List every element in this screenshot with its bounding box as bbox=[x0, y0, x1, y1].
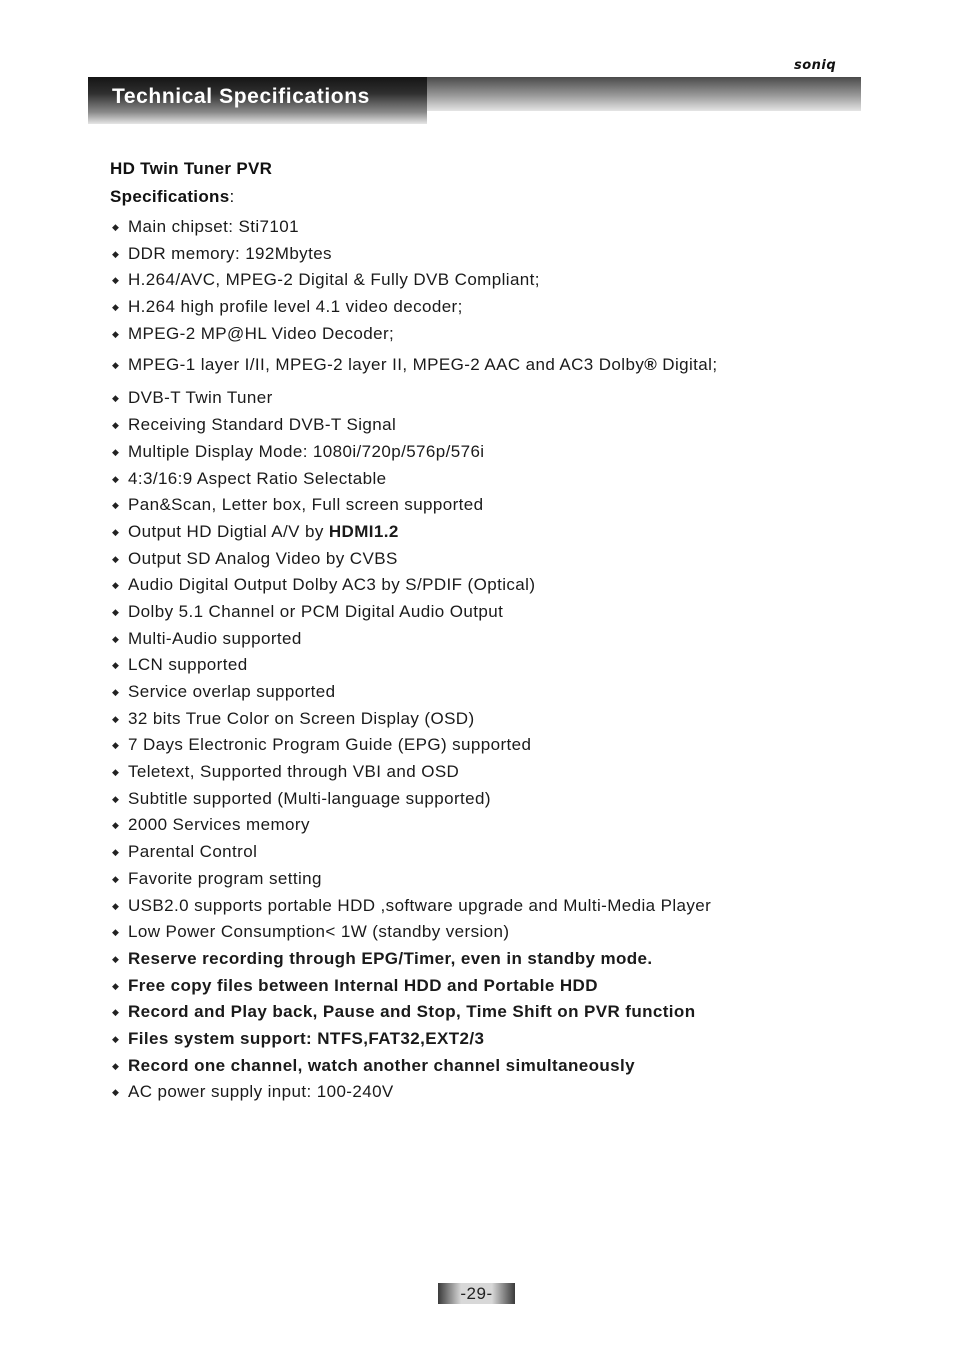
bullet-icon: ◆ bbox=[112, 660, 120, 671]
spec-item-text bbox=[128, 214, 299, 241]
spec-item-label: MPEG-1 layer I/II, MPEG-2 layer II, MPEG-2 AAC and AC3 Dolby bbox=[128, 355, 645, 375]
spec-item-text bbox=[128, 679, 336, 706]
bullet-icon: ◆ bbox=[112, 713, 120, 724]
spec-item-text bbox=[128, 626, 302, 653]
spec-item-text bbox=[128, 321, 394, 348]
spec-item-text bbox=[128, 267, 540, 294]
spec-item-text bbox=[128, 492, 484, 519]
spec-item-label: Low Power Consumption< 1W (standby version) bbox=[128, 922, 510, 942]
bullet-icon: ◆ bbox=[112, 1087, 120, 1098]
spec-item-text bbox=[128, 599, 503, 626]
spec-item-label: Receiving Standard DVB-T Signal bbox=[128, 415, 397, 435]
spec-item-text bbox=[128, 812, 310, 839]
bullet-icon: ◆ bbox=[112, 847, 120, 858]
specifications-heading bbox=[110, 187, 235, 207]
bullet-icon: ◆ bbox=[112, 328, 120, 339]
spec-item-text bbox=[128, 572, 535, 599]
page-number: -29- bbox=[460, 1284, 493, 1303]
spec-item-label: Pan&Scan, Letter box, Full screen supported bbox=[128, 495, 484, 515]
spec-item-text bbox=[128, 347, 717, 383]
spec-item-text bbox=[128, 866, 322, 893]
spec-item-label: 7 Days Electronic Program Guide (EPG) supported bbox=[128, 735, 532, 755]
spec-item-label: DDR memory: 192Mbytes bbox=[128, 243, 332, 263]
spec-item-text bbox=[128, 706, 475, 733]
spec-item-label: Record and Play back, Pause and Stop, Time Shift on PVR function bbox=[128, 1002, 696, 1022]
spec-item-text bbox=[128, 1079, 394, 1106]
spec-item-text bbox=[128, 919, 509, 946]
spec-item-label: Audio Digital Output Dolby AC3 by S/PDIF (Optical) bbox=[128, 575, 536, 595]
spec-item-text bbox=[128, 759, 459, 786]
bullet-icon: ◆ bbox=[112, 687, 120, 697]
spec-item-text bbox=[128, 439, 484, 466]
spec-item-label: Subtitle supported (Multi-language supported) bbox=[128, 788, 491, 808]
spec-item-text bbox=[128, 652, 248, 679]
spec-item-label: LCN supported bbox=[128, 655, 248, 675]
spec-item-label: Reserve recording through EPG/Timer, even in standby mode. bbox=[128, 948, 653, 968]
spec-item-highlight: HDMI1.2 bbox=[328, 521, 399, 541]
product-name: HD Twin Tuner PVR bbox=[110, 159, 273, 178]
bullet-icon: ◆ bbox=[112, 820, 120, 831]
spec-item-text bbox=[128, 786, 491, 813]
spec-item-label: DVB-T Twin Tuner bbox=[128, 388, 273, 408]
bullet-icon: ◆ bbox=[112, 446, 120, 457]
bullet-icon: ◆ bbox=[112, 1033, 120, 1044]
bullet-icon: ◆ bbox=[112, 927, 120, 938]
bullet-icon: ◆ bbox=[112, 222, 120, 232]
spec-item-label: 4:3/16:9 Aspect Ratio Selectable bbox=[128, 468, 387, 488]
registered-mark: ® bbox=[644, 355, 658, 375]
spec-item-label: AC power supply input: 100-240V bbox=[128, 1082, 394, 1102]
spec-item-label: Free copy files between Internal HDD and Portable HDD bbox=[128, 975, 598, 995]
bullet-icon: ◆ bbox=[112, 1060, 120, 1071]
bullet-icon: ◆ bbox=[112, 767, 120, 778]
bullet-icon: ◆ bbox=[112, 580, 120, 591]
bullet-icon: ◆ bbox=[112, 873, 120, 884]
bullet-icon: ◆ bbox=[112, 526, 120, 537]
spec-item-text bbox=[128, 241, 332, 268]
spec-item-text bbox=[128, 546, 398, 573]
spec-item-label: Parental Control bbox=[128, 842, 258, 862]
bullet-icon: ◆ bbox=[112, 606, 120, 617]
spec-item-text bbox=[128, 466, 387, 493]
bullet-icon: ◆ bbox=[112, 900, 120, 911]
bullet-icon: ◆ bbox=[112, 275, 120, 286]
bullet-icon: ◆ bbox=[112, 500, 120, 511]
bullet-icon: ◆ bbox=[112, 393, 120, 404]
spec-item-text bbox=[128, 1026, 484, 1053]
spec-item-label: 32 bits True Color on Screen Display (OSD) bbox=[128, 708, 475, 728]
bullet-icon: ◆ bbox=[112, 360, 120, 371]
specifications-colon: : bbox=[229, 187, 235, 206]
spec-item-label: Multiple Display Mode: 1080i/720p/576p/576i bbox=[128, 441, 485, 461]
bullet-icon: ◆ bbox=[112, 953, 120, 964]
spec-item-label: MPEG-2 MP@HL Video Decoder; bbox=[128, 323, 395, 343]
bullet-icon: ◆ bbox=[112, 302, 120, 313]
spec-item-text bbox=[128, 973, 598, 1000]
spec-item-label: Main chipset: Sti7101 bbox=[128, 217, 299, 236]
spec-item-label: Favorite program setting bbox=[128, 868, 322, 888]
brand-logo: soniq bbox=[794, 58, 837, 73]
bullet-icon: ◆ bbox=[112, 633, 120, 644]
spec-item-label: Service overlap supported bbox=[128, 682, 336, 701]
bullet-icon: ◆ bbox=[112, 553, 120, 564]
specifications-label: Specifications bbox=[110, 187, 230, 206]
spec-item-text bbox=[128, 839, 257, 866]
spec-item-suffix: Digital; bbox=[657, 355, 718, 375]
spec-item-label: 2000 Services memory bbox=[128, 815, 310, 835]
spec-item-label: H.264 high profile level 4.1 video decoder; bbox=[128, 297, 463, 317]
page-title: Technical Specifications bbox=[112, 85, 370, 108]
spec-item-text bbox=[128, 999, 696, 1026]
spec-item-text bbox=[128, 1053, 635, 1080]
bullet-icon: ◆ bbox=[112, 980, 120, 991]
spec-item-label: Dolby 5.1 Channel or PCM Digital Audio Output bbox=[128, 601, 504, 621]
spec-item-text bbox=[128, 385, 273, 412]
spec-item-text bbox=[128, 732, 531, 759]
spec-item-label: Teletext, Supported through VBI and OSD bbox=[128, 762, 460, 782]
spec-item-text bbox=[128, 294, 463, 321]
bullet-icon: ◆ bbox=[112, 473, 120, 484]
spec-item-label: Output SD Analog Video by CVBS bbox=[128, 548, 398, 568]
spec-item-label: Files system support: NTFS,FAT32,EXT2/3 bbox=[128, 1028, 485, 1048]
bullet-icon: ◆ bbox=[112, 793, 120, 804]
spec-item-label: Multi-Audio supported bbox=[128, 628, 302, 648]
spec-item-text bbox=[128, 519, 399, 546]
spec-item-text bbox=[128, 946, 653, 973]
spec-item-label: USB2.0 supports portable HDD ,software upgrade and Multi-Media Player bbox=[128, 895, 712, 915]
spec-item-label: H.264/AVC, MPEG-2 Digital & Fully DVB Compliant; bbox=[128, 270, 540, 290]
bullet-icon: ◆ bbox=[112, 740, 120, 751]
bullet-icon: ◆ bbox=[112, 1007, 120, 1018]
spec-item-label: Record one channel, watch another channel simultaneously bbox=[128, 1055, 636, 1075]
bullet-icon: ◆ bbox=[112, 248, 120, 259]
spec-item-text bbox=[128, 893, 711, 920]
spec-item-label: Output HD Digtial A/V by bbox=[128, 521, 329, 541]
spec-item-text bbox=[128, 412, 396, 439]
bullet-icon: ◆ bbox=[112, 420, 120, 431]
